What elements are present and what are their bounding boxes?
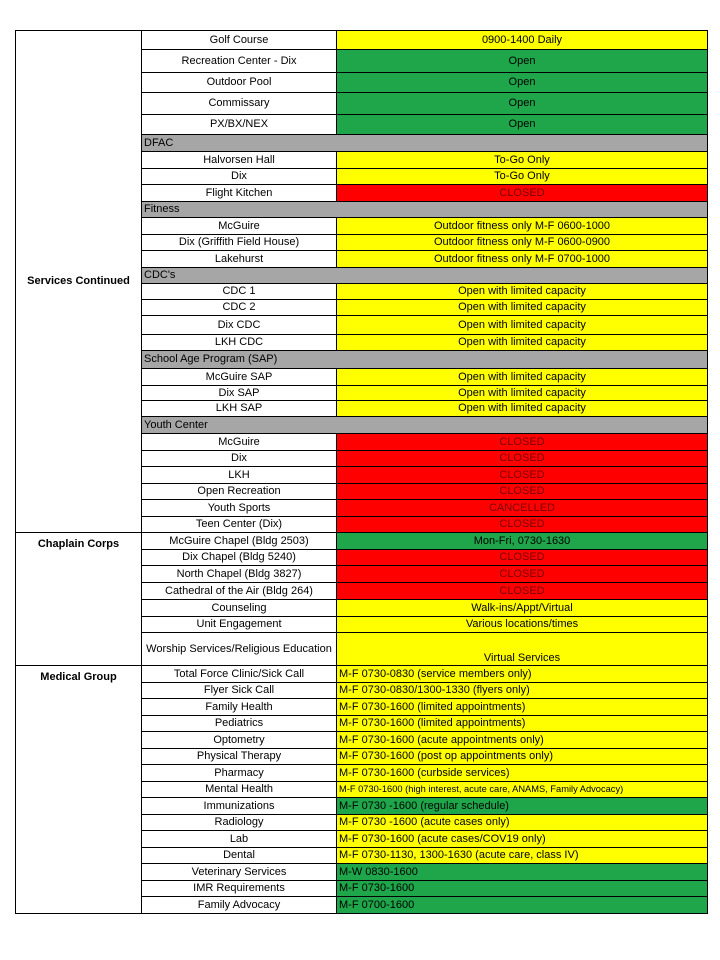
- status-table-body: [16, 31, 708, 914]
- status-cell: CLOSED: [337, 484, 708, 500]
- service-name: Dental: [142, 848, 337, 864]
- status-cell: Open: [337, 73, 708, 93]
- status-table: [15, 30, 708, 914]
- status-cell: CLOSED: [337, 451, 708, 467]
- status-cell: M-F 0730-1600 (limited appointments): [337, 699, 708, 716]
- table-row: [16, 533, 708, 550]
- status-cell: M-F 0730-1600 (acute cases/COV19 only): [337, 831, 708, 848]
- service-name: LKH CDC: [142, 335, 337, 351]
- status-cell: M-F 0730-1130, 1300-1630 (acute care, class IV): [337, 848, 708, 864]
- service-name: Teen Center (Dix): [142, 517, 337, 533]
- service-name: Open Recreation: [142, 484, 337, 500]
- service-name: PX/BX/NEX: [142, 115, 337, 135]
- service-name: Immunizations: [142, 798, 337, 815]
- status-cell: To-Go Only: [337, 152, 708, 169]
- status-cell: M-F 0730 -1600 (acute cases only): [337, 815, 708, 831]
- service-name: Pediatrics: [142, 716, 337, 732]
- service-name: Dix: [142, 169, 337, 185]
- service-name: Dix (Griffith Field House): [142, 235, 337, 251]
- status-cell: M-F 0730 -1600 (regular schedule): [337, 798, 708, 815]
- group-chaplain-corps: Chaplain Corps: [16, 533, 142, 666]
- service-name: McGuire: [142, 434, 337, 451]
- section-header: Youth Center: [142, 417, 708, 434]
- service-name: CDC 2: [142, 300, 337, 316]
- status-cell: Open: [337, 93, 708, 115]
- status-cell: M-F 0730-1600 (post op appointments only): [337, 749, 708, 765]
- service-name: Family Advocacy: [142, 897, 337, 914]
- status-cell: Open with limited capacity: [337, 300, 708, 316]
- status-cell: Open with limited capacity: [337, 335, 708, 351]
- service-name: McGuire Chapel (Bldg 2503): [142, 533, 337, 550]
- service-name: Dix SAP: [142, 386, 337, 401]
- status-cell: Walk-ins/Appt/Virtual: [337, 600, 708, 617]
- service-name: IMR Requirements: [142, 881, 337, 897]
- service-name: Cathedral of the Air (Bldg 264): [142, 583, 337, 600]
- status-cell: Open with limited capacity: [337, 284, 708, 300]
- status-cell: CLOSED: [337, 467, 708, 484]
- service-name: Pharmacy: [142, 765, 337, 782]
- service-name: Counseling: [142, 600, 337, 617]
- status-cell: M-F 0730-1600 (curbside services): [337, 765, 708, 782]
- status-cell: Various locations/times: [337, 617, 708, 633]
- section-header: CDC's: [142, 268, 708, 284]
- service-name: Youth Sports: [142, 500, 337, 517]
- service-name: McGuire: [142, 218, 337, 235]
- status-cell: M-F 0730-1600 (limited appointments): [337, 716, 708, 732]
- status-sheet: [15, 30, 707, 914]
- service-name: Physical Therapy: [142, 749, 337, 765]
- table-row: [16, 666, 708, 683]
- status-cell: Outdoor fitness only M-F 0600-0900: [337, 235, 708, 251]
- service-name: Lab: [142, 831, 337, 848]
- service-name: Optometry: [142, 732, 337, 749]
- service-name: Total Force Clinic/Sick Call: [142, 666, 337, 683]
- status-cell: M-F 0730-1600 (acute appointments only): [337, 732, 708, 749]
- group-services-continued: Services Continued: [16, 31, 142, 533]
- service-name: Dix CDC: [142, 316, 337, 335]
- service-name: Radiology: [142, 815, 337, 831]
- status-cell: 0900-1400 Daily: [337, 31, 708, 50]
- service-name: CDC 1: [142, 284, 337, 300]
- status-cell: CLOSED: [337, 434, 708, 451]
- service-name: Recreation Center - Dix: [142, 50, 337, 73]
- service-name: Dix Chapel (Bldg 5240): [142, 550, 337, 566]
- status-cell: M-F 0730-1600: [337, 881, 708, 897]
- status-cell: CLOSED: [337, 517, 708, 533]
- service-name: Mental Health: [142, 782, 337, 798]
- service-name: Worship Services/Religious Education: [142, 633, 337, 666]
- status-cell: Open with limited capacity: [337, 316, 708, 335]
- section-header: DFAC: [142, 135, 708, 152]
- status-cell: CANCELLED: [337, 500, 708, 517]
- status-cell: Open: [337, 50, 708, 73]
- service-name: LKH: [142, 467, 337, 484]
- status-cell: M-F 0730-1600 (high interest, acute care, ANAMS, Family Advocacy): [337, 782, 708, 798]
- service-name: Flight Kitchen: [142, 185, 337, 202]
- service-name: Golf Course: [142, 31, 337, 50]
- service-name: Flyer Sick Call: [142, 683, 337, 699]
- status-cell: M-F 0700-1600: [337, 897, 708, 914]
- service-name: Outdoor Pool: [142, 73, 337, 93]
- section-header: Fitness: [142, 202, 708, 218]
- section-header: School Age Program (SAP): [142, 351, 708, 369]
- group-medical-group: Medical Group: [16, 666, 142, 914]
- status-cell: Open with limited capacity: [337, 369, 708, 386]
- status-cell: Open with limited capacity: [337, 401, 708, 417]
- status-cell: Mon-Fri, 0730-1630: [337, 533, 708, 550]
- status-cell: CLOSED: [337, 550, 708, 566]
- status-cell: CLOSED: [337, 566, 708, 583]
- service-name: Unit Engagement: [142, 617, 337, 633]
- status-cell: M-F 0730-0830 (service members only): [337, 666, 708, 683]
- status-cell: Outdoor fitness only M-F 0700-1000: [337, 251, 708, 268]
- status-cell: CLOSED: [337, 583, 708, 600]
- status-cell: Open with limited capacity: [337, 386, 708, 401]
- status-cell: To-Go Only: [337, 169, 708, 185]
- service-name: McGuire SAP: [142, 369, 337, 386]
- service-name: Family Health: [142, 699, 337, 716]
- status-cell: CLOSED: [337, 185, 708, 202]
- service-name: Commissary: [142, 93, 337, 115]
- status-cell: Virtual Services: [337, 633, 708, 666]
- service-name: Veterinary Services: [142, 864, 337, 881]
- service-name: LKH SAP: [142, 401, 337, 417]
- service-name: Dix: [142, 451, 337, 467]
- status-cell: Open: [337, 115, 708, 135]
- service-name: Lakehurst: [142, 251, 337, 268]
- status-cell: Outdoor fitness only M-F 0600-1000: [337, 218, 708, 235]
- service-name: North Chapel (Bldg 3827): [142, 566, 337, 583]
- status-cell: M-F 0730-0830/1300-1330 (flyers only): [337, 683, 708, 699]
- service-name: Halvorsen Hall: [142, 152, 337, 169]
- status-cell: M-W 0830-1600: [337, 864, 708, 881]
- table-row: [16, 31, 708, 50]
